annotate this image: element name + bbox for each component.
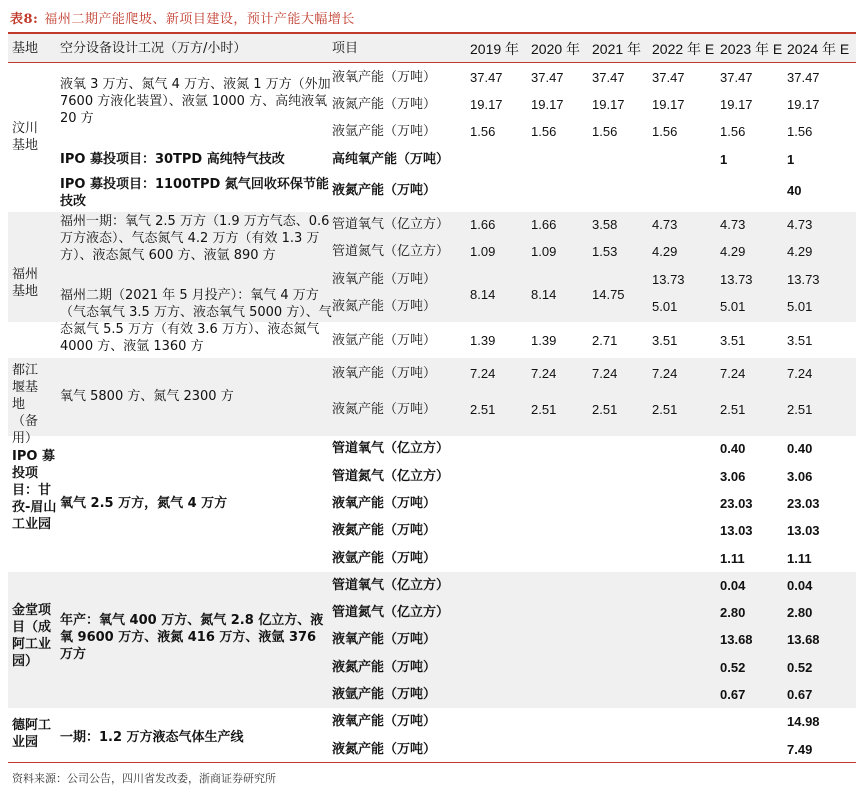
- row-value-cell: 1: [787, 152, 795, 167]
- row-value-cell: 2.80: [720, 605, 746, 620]
- row-value-cell: 0.40: [787, 441, 813, 456]
- header-base: 基地: [12, 41, 39, 56]
- base-jintang: 金堂项目（成阿工业园）: [12, 603, 52, 669]
- row-value-cell: 3.58: [592, 217, 618, 232]
- row-item-label: 液氩产能（万吨）: [332, 687, 437, 702]
- row-value-cell: 2.51: [592, 402, 618, 417]
- row-value-cell: 19.17: [470, 97, 503, 112]
- row-value-cell: 1.11: [787, 551, 812, 566]
- row-value-cell: 1.56: [592, 124, 618, 139]
- row-value-cell: 37.47: [592, 70, 625, 85]
- row-value-cell: 7.24: [787, 366, 813, 381]
- row-value-cell: 1.66: [531, 217, 557, 232]
- bottom-rule: [8, 762, 856, 763]
- row-value-cell: 5.01: [787, 299, 813, 314]
- source-note: 资料来源：公司公告，四川省发改委，浙商证券研究所: [12, 772, 276, 785]
- row-value-cell: 23.03: [787, 496, 820, 511]
- table-label: 表8:: [10, 12, 39, 27]
- equip-ipo-30tpd: IPO 募投项目：30TPD 高纯特气技改: [60, 152, 285, 167]
- row-value-cell: 1.56: [531, 124, 557, 139]
- row-item-label: 液氮产能（万吨）: [332, 402, 437, 417]
- row-value-cell: 0.52: [720, 660, 746, 675]
- header-equipment: 空分设备设计工况（万方/小时）: [60, 41, 247, 56]
- row-value-cell: 1.11: [720, 551, 745, 566]
- table-title: [10, 8, 355, 27]
- row-value-cell: 37.47: [470, 70, 503, 85]
- row-value-cell: 1.39: [470, 333, 496, 348]
- row-value-cell: 7.24: [592, 366, 618, 381]
- row-value-cell: 19.17: [652, 97, 685, 112]
- base-dea: 德阿工业园: [12, 718, 52, 750]
- row-value-cell: 2.80: [787, 605, 813, 620]
- equip-fuzhou-2: 福州二期（2021 年 5 月投产）：氧气 4 万方（气态氧气 3.5 万方、液态氧气 5000 方）、气态氮气 5.5 万方（有效 3.6 万方）、液态氮气 4000 方、液氩 1360 方: [60, 288, 332, 354]
- row-value-cell: 1.56: [720, 124, 746, 139]
- row-value-cell: 1.56: [652, 124, 678, 139]
- row-value-cell: 3.51: [787, 333, 813, 348]
- row-value-cell: 4.73: [652, 217, 678, 232]
- base-dujiangyan: 都江堰基地（备用）: [12, 363, 39, 446]
- row-value-cell: 3.06: [787, 469, 813, 484]
- row-value-cell: 3.51: [652, 333, 678, 348]
- cell-fz-merged-2019: 8.14: [470, 287, 496, 302]
- row-value-cell: 0.67: [720, 687, 746, 702]
- row-value-cell: 37.47: [531, 70, 564, 85]
- row-value-cell: 14.98: [787, 714, 820, 729]
- row-value-cell: 3.06: [720, 469, 746, 484]
- row-item-label: 管道氧气（亿立方）: [332, 217, 450, 232]
- row-item-label: 管道氮气（亿立方）: [332, 244, 450, 259]
- row-value-cell: 37.47: [787, 70, 820, 85]
- row-value-cell: 3.51: [720, 333, 746, 348]
- row-value-cell: 2.51: [652, 402, 678, 417]
- row-value-cell: 4.73: [720, 217, 746, 232]
- row-value-cell: 37.47: [652, 70, 685, 85]
- header-year: 2019 年: [470, 41, 520, 57]
- row-item-label: 液氩产能（万吨）: [332, 124, 437, 139]
- row-value-cell: 23.03: [720, 496, 753, 511]
- row-value-cell: 0.04: [787, 578, 813, 593]
- row-value-cell: 5.01: [652, 299, 678, 314]
- base-ganzi: IPO 募投项目：甘孜-眉山工业园: [12, 449, 57, 532]
- row-item-label: 液氧产能（万吨）: [332, 366, 437, 381]
- equip-dujiangyan: 氧气 5800 方、氮气 2300 方: [60, 389, 234, 404]
- equip-fuzhou-1: 福州一期：氧气 2.5 万方（1.9 万方气态、0.6 万方液态）、气态氮气 4.2 万方（有效 1.3 万方）、液态氮气 600 方、液氩 890 方: [60, 214, 330, 263]
- row-value-cell: 2.71: [592, 333, 618, 348]
- row-item-label: 管道氧气（亿立方）: [332, 578, 450, 593]
- row-value-cell: 2.51: [470, 402, 496, 417]
- row-value-cell: 2.51: [787, 402, 813, 417]
- row-value-cell: 13.73: [652, 272, 685, 287]
- base-wenchuan: 汶川基地: [12, 121, 39, 153]
- row-value-cell: 37.47: [720, 70, 753, 85]
- row-item-label: 液氧产能（万吨）: [332, 632, 437, 647]
- row-value-cell: 19.17: [592, 97, 625, 112]
- row-item-label: 液氮产能（万吨）: [332, 523, 437, 538]
- row-value-cell: 7.49: [787, 742, 813, 757]
- row-item-label: 液氩产能（万吨）: [332, 551, 437, 566]
- row-value-cell: 2.51: [720, 402, 746, 417]
- row-item-label: 液氩产能（万吨）: [332, 333, 437, 348]
- header-item: 项目: [332, 41, 359, 56]
- row-item-label: 液氮产能（万吨）: [332, 97, 437, 112]
- header-year: 2022 年 E: [652, 41, 715, 57]
- row-value-cell: 1.39: [531, 333, 557, 348]
- row-value-cell: 4.29: [652, 244, 678, 259]
- row-value-cell: 13.68: [787, 632, 820, 647]
- row-item-label: 液氧产能（万吨）: [332, 70, 437, 85]
- row-item-label: 液氧产能（万吨）: [332, 272, 437, 287]
- header-rule: [8, 62, 856, 63]
- row-value-cell: 2.51: [531, 402, 557, 417]
- cell-fz-merged-2021: 14.75: [592, 287, 625, 302]
- row-item-label: 管道氧气（亿立方）: [332, 441, 450, 456]
- row-value-cell: 0.67: [787, 687, 813, 702]
- row-value-cell: 0.04: [720, 578, 746, 593]
- row-value-cell: 7.24: [652, 366, 678, 381]
- row-value-cell: 40: [787, 183, 802, 198]
- row-value-cell: 1.53: [592, 244, 618, 259]
- row-item-label: 液氮产能（万吨）: [332, 299, 437, 314]
- equip-ipo-1100tpd: IPO 募投项目：1100TPD 氮气回收环保节能技改: [60, 177, 329, 209]
- row-value-cell: 7.24: [531, 366, 557, 381]
- row-value-cell: 13.03: [787, 523, 820, 538]
- row-value-cell: 7.24: [720, 366, 746, 381]
- row-item-label: 管道氮气（亿立方）: [332, 605, 450, 620]
- row-item-label: 液氧产能（万吨）: [332, 714, 437, 729]
- header-year: 2020 年: [531, 41, 581, 57]
- row-item-label: 液氧产能（万吨）: [332, 496, 437, 511]
- row-value-cell: 1.66: [470, 217, 496, 232]
- equip-ganzi: 氧气 2.5 万方，氮气 4 万方: [60, 496, 228, 511]
- row-value-cell: 0.52: [787, 660, 813, 675]
- row-value-cell: 13.73: [720, 272, 753, 287]
- equip-wenchuan: 液氧 3 万方、氮气 4 万方、液氮 1 万方（外加 7600 方液化装置）、液氩 1000 方、高纯液氧 20 方: [60, 77, 331, 126]
- row-item-label: 管道氮气（亿立方）: [332, 469, 450, 484]
- base-fuzhou: 福州基地: [12, 267, 39, 299]
- row-value-cell: 13.73: [787, 272, 820, 287]
- row-value-cell: 1.56: [470, 124, 496, 139]
- row-value-cell: 1.09: [470, 244, 496, 259]
- header-year: 2023 年 E: [720, 41, 783, 57]
- row-value-cell: 4.29: [720, 244, 746, 259]
- header-year: 2024 年 E: [787, 41, 850, 57]
- row-value-cell: 19.17: [531, 97, 564, 112]
- row-value-cell: 19.17: [720, 97, 753, 112]
- row-value-cell: 1: [720, 152, 728, 167]
- row-value-cell: 1.56: [787, 124, 813, 139]
- table-caption: 福州二期产能爬坡、新项目建设，预计产能大幅增长: [44, 12, 355, 27]
- cell-fz-merged-2020: 8.14: [531, 287, 557, 302]
- row-value-cell: 0.40: [720, 441, 746, 456]
- row-item-label: 液氮产能（万吨）: [332, 183, 437, 198]
- row-value-cell: 7.24: [470, 366, 496, 381]
- row-item-label: 液氮产能（万吨）: [332, 660, 437, 675]
- row-value-cell: 4.73: [787, 217, 813, 232]
- equip-dea: 一期：1.2 万方液态气体生产线: [60, 730, 244, 745]
- row-value-cell: 4.29: [787, 244, 813, 259]
- row-item-label: 液氮产能（万吨）: [332, 742, 437, 757]
- row-value-cell: 1.09: [531, 244, 557, 259]
- header-year: 2021 年: [592, 41, 642, 57]
- row-value-cell: 5.01: [720, 299, 746, 314]
- row-value-cell: 13.03: [720, 523, 753, 538]
- equip-jintang: 年产：氧气 400 万方、氮气 2.8 亿立方、液氧 9600 万方、液氮 416 万方、液氩 376 万方: [60, 613, 324, 662]
- row-item-label: 高纯氧产能（万吨）: [332, 152, 450, 167]
- row-value-cell: 13.68: [720, 632, 753, 647]
- row-value-cell: 19.17: [787, 97, 820, 112]
